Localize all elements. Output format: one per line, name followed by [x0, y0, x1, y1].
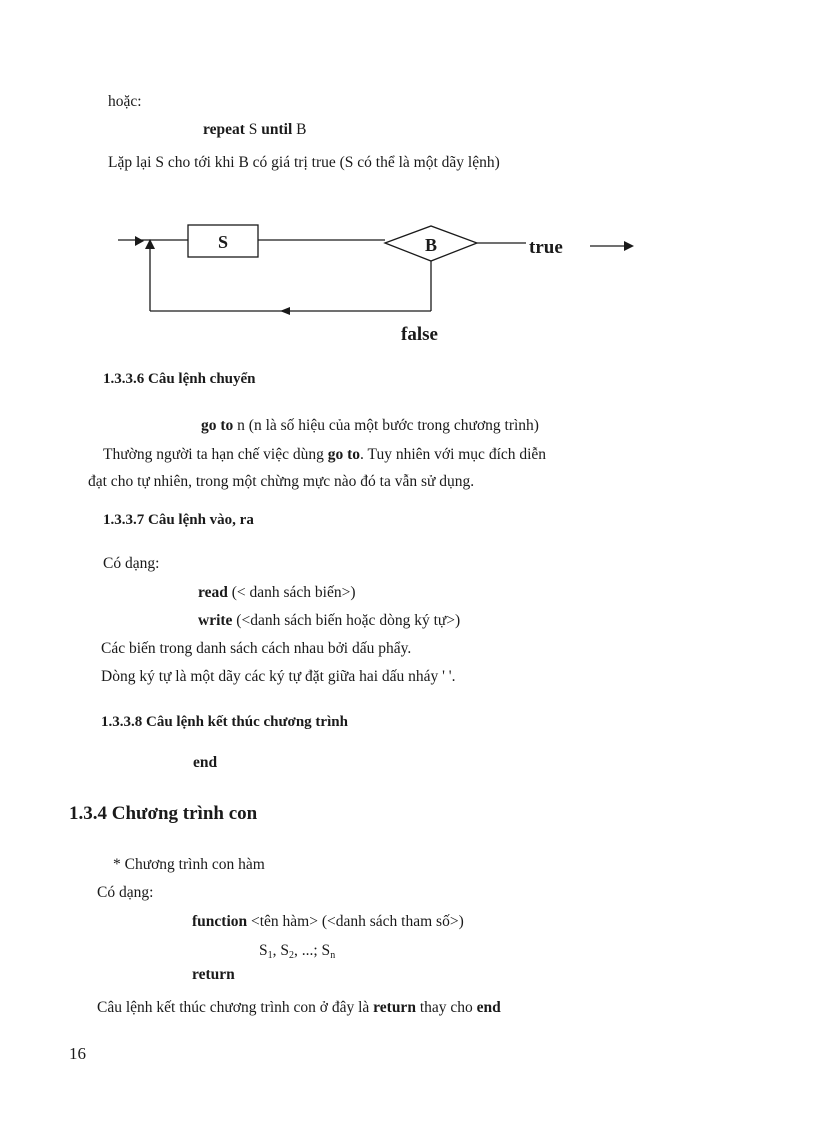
repeat-until-flowchart	[0, 0, 816, 360]
section-heading-1-3-3-7: 1.3.3.7 Câu lệnh vào, ra	[103, 512, 254, 528]
section-heading-1-3-4: 1.3.4 Chương trình con	[69, 803, 258, 824]
keyword-goto-inline: go to	[327, 446, 361, 463]
body-mid: , ...; S	[294, 942, 331, 959]
para-text-b: . Tuy nhiên với mục đích diễn	[360, 446, 547, 463]
keyword-return-inline: return	[373, 999, 416, 1016]
repeat-condition: B	[292, 121, 307, 138]
goto-paragraph-line2: đạt cho tự nhiên, trong một chừng mực nào đó ta vẫn sử dụng.	[88, 473, 475, 490]
body-comma: ,	[272, 942, 281, 959]
keyword-goto: go to	[201, 417, 234, 434]
read-args: (< danh sách biến>)	[227, 584, 356, 601]
keyword-end-inline: end	[476, 999, 501, 1016]
goto-syntax	[201, 417, 539, 435]
subprogram-form-label: Có dạng:	[97, 884, 154, 901]
exit-arrowhead	[624, 241, 634, 251]
diamond-label: B	[424, 235, 438, 255]
write-args: (<danh sách biến hoặc dòng ký tự>)	[232, 612, 461, 629]
goto-paragraph-line1	[103, 446, 546, 464]
keyword-read: read	[198, 584, 228, 601]
io-form-label: Có dạng:	[103, 555, 160, 572]
section-heading-1-3-3-6: 1.3.3.6 Câu lệnh chuyển	[103, 371, 256, 387]
function-args: <tên hàm> (<danh sách tham số>)	[247, 913, 464, 930]
body-s2: S	[280, 942, 289, 959]
read-syntax	[198, 584, 356, 602]
keyword-write: write	[198, 612, 233, 629]
keyword-function: function	[192, 913, 248, 930]
box-label: S	[217, 232, 229, 252]
body-s1: S	[259, 942, 268, 959]
goto-syntax-desc: n (n là số hiệu của một bước trong chương trình)	[233, 417, 539, 434]
final-text-b: thay cho	[415, 999, 477, 1016]
keyword-repeat: repeat	[203, 121, 245, 138]
para-text-a: Thường người ta hạn chế việc dùng	[103, 446, 328, 463]
subprogram-final-line	[97, 999, 501, 1017]
entry-arrowhead	[135, 236, 144, 246]
loop-back-arrowhead	[280, 307, 290, 315]
final-text-a: Câu lệnh kết thúc chương trình con ở đây là	[97, 999, 374, 1016]
subscript-1: 1	[267, 950, 273, 961]
true-label: true	[529, 237, 563, 258]
io-note-2: Dòng ký tự là một dãy các ký tự đặt giữa hai dấu nháy ' '.	[101, 668, 456, 685]
section-heading-1-3-3-8: 1.3.3.8 Câu lệnh kết thúc chương trình	[101, 714, 348, 730]
keyword-end: end	[193, 754, 218, 771]
subscript-2: 2	[289, 950, 294, 961]
intro-text: hoặc:	[108, 93, 142, 110]
keyword-until: until	[261, 121, 293, 138]
subprogram-subheading: * Chương trình con hàm	[113, 856, 265, 873]
false-label: false	[401, 324, 438, 345]
page-number: 16	[69, 1044, 86, 1063]
function-body	[259, 942, 335, 965]
repeat-body: S	[244, 121, 262, 138]
keyword-return: return	[192, 966, 235, 983]
write-syntax	[198, 612, 460, 630]
io-note-1: Các biến trong danh sách cách nhau bởi dấu phẩy.	[101, 640, 412, 657]
subscript-n: n	[330, 950, 336, 961]
repeat-description: Lặp lại S cho tới khi B có giá trị true (S có thể là một dãy lệnh)	[108, 154, 500, 171]
function-syntax	[192, 913, 464, 931]
